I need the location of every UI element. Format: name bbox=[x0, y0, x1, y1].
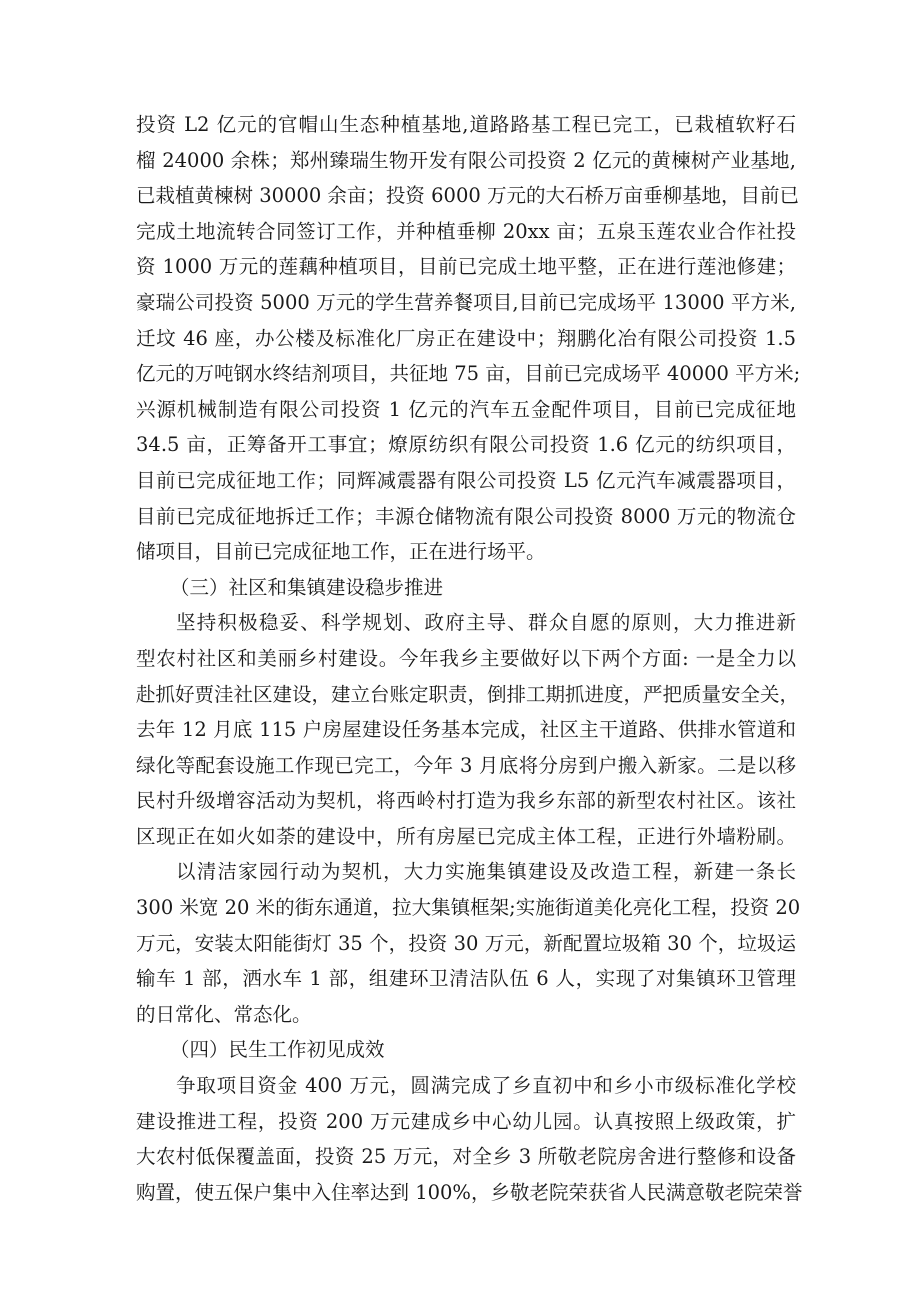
text-line: 万元，安装太阳能街灯 35 个，投资 30 万元，新配置垃圾箱 30 个，垃圾运 bbox=[136, 931, 796, 955]
paragraph-end-line: 储项目，目前已完成征地工作，正在进行场平。 bbox=[136, 540, 546, 564]
section-heading: （三）社区和集镇建设稳步推进 bbox=[170, 575, 444, 599]
text-line: 投资 L2 亿元的官帽山生态种植基地,道路路基工程已完工，已栽植软籽石 bbox=[136, 113, 796, 136]
text-line: 去年 12 月底 115 户房屋建设任务基本完成，社区主干道路、供排水管道和 bbox=[136, 718, 796, 742]
paragraph-first-line: 争取项目资金 400 万元，圆满完成了乡直初中和乡小市级标准化学校 bbox=[176, 1074, 796, 1098]
text-line: 兴源机械制造有限公司投资 1 亿元的汽车五金配件项目，目前已完成征地 bbox=[136, 397, 796, 421]
text-line: 民村升级增容活动为契机，将西岭村打造为我乡东部的新型农村社区。该社 bbox=[136, 789, 796, 813]
text-line: 区现正在如火如荼的建设中，所有房屋已完成主体工程，正进行外墙粉刷。 bbox=[136, 824, 796, 848]
paragraph-first-line: 坚持积极稳妥、科学规划、政府主导、群众自愿的原则，大力推进新 bbox=[176, 611, 796, 635]
text-line: 完成土地流转合同签订工作，并种植垂柳 20xx 亩；五泉玉莲农业合作社投 bbox=[136, 219, 796, 243]
document-body bbox=[136, 107, 803, 1210]
text-line: 型农村社区和美丽乡村建设。今年我乡主要做好以下两个方面: 一是全力以 bbox=[136, 646, 796, 670]
text-line: 赴抓好贾洼社区建设，建立台账定职责，倒排工期抓进度，严把质量安全关， bbox=[136, 682, 800, 706]
text-line: 绿化等配套设施工作现已完工，今年 3 月底将分房到户搬入新家。二是以移 bbox=[136, 753, 796, 777]
paragraph-end-line: 的日常化、常态化。 bbox=[136, 1002, 312, 1026]
section-heading: （四）民生工作初见成效 bbox=[170, 1038, 385, 1062]
text-line: 输车 1 部，洒水车 1 部，组建环卫清洁队伍 6 人，实现了对集镇环卫管理 bbox=[136, 967, 796, 991]
text-line: 豪瑞公司投资 5000 万元的学生营养餐项目,目前已完成场平 13000 平方米, bbox=[136, 290, 796, 314]
text-line: 资 1000 万元的莲藕种植项目，目前已完成土地平整，正在进行莲池修建； bbox=[136, 255, 796, 279]
text-line: 榴 24000 余株；郑州臻瑞生物开发有限公司投资 2 亿元的黄楝树产业基地, bbox=[136, 148, 796, 172]
text-line: 300 米宽 20 米的街东通道，拉大集镇框架;实施街道美化亮化工程，投资 20 bbox=[136, 896, 801, 920]
text-line: 购置，使五保户集中入住率达到 100%，乡敬老院荣获省人民满意敬老院荣誉 bbox=[136, 1180, 803, 1204]
text-line: 34.5 亩，正筹备开工事宜；燎原纺织有限公司投资 1.6 亿元的纺织项目， bbox=[136, 433, 796, 457]
text-line: 建设推进工程，投资 200 万元建成乡中心幼儿园。认真按照上级政策，扩 bbox=[136, 1109, 796, 1133]
text-line: 目前已完成征地拆迁工作；丰源仓储物流有限公司投资 8000 万元的物流仓 bbox=[136, 504, 796, 528]
text-line: 大农村低保覆盖面，投资 25 万元，对全乡 3 所敬老院房舍进行整修和设备 bbox=[136, 1145, 796, 1169]
text-line: 目前已完成征地工作；同辉减震器有限公司投资 L5 亿元汽车减震器项目， bbox=[136, 468, 796, 492]
text-line: 亿元的万吨钢水终结剂项目，共征地 75 亩，目前已完成场平 40000 平方米; bbox=[136, 362, 801, 386]
paragraph-first-line: 以清洁家园行动为契机，大力实施集镇建设及改造工程，新建一条长 bbox=[176, 860, 796, 884]
text-line: 已栽植黄楝树 30000 余亩；投资 6000 万元的大石桥万亩垂柳基地，目前已 bbox=[136, 184, 799, 208]
text-line: 迁坟 46 座，办公楼及标准化厂房正在建设中；翔鹏化冶有限公司投资 1.5 bbox=[136, 326, 796, 350]
